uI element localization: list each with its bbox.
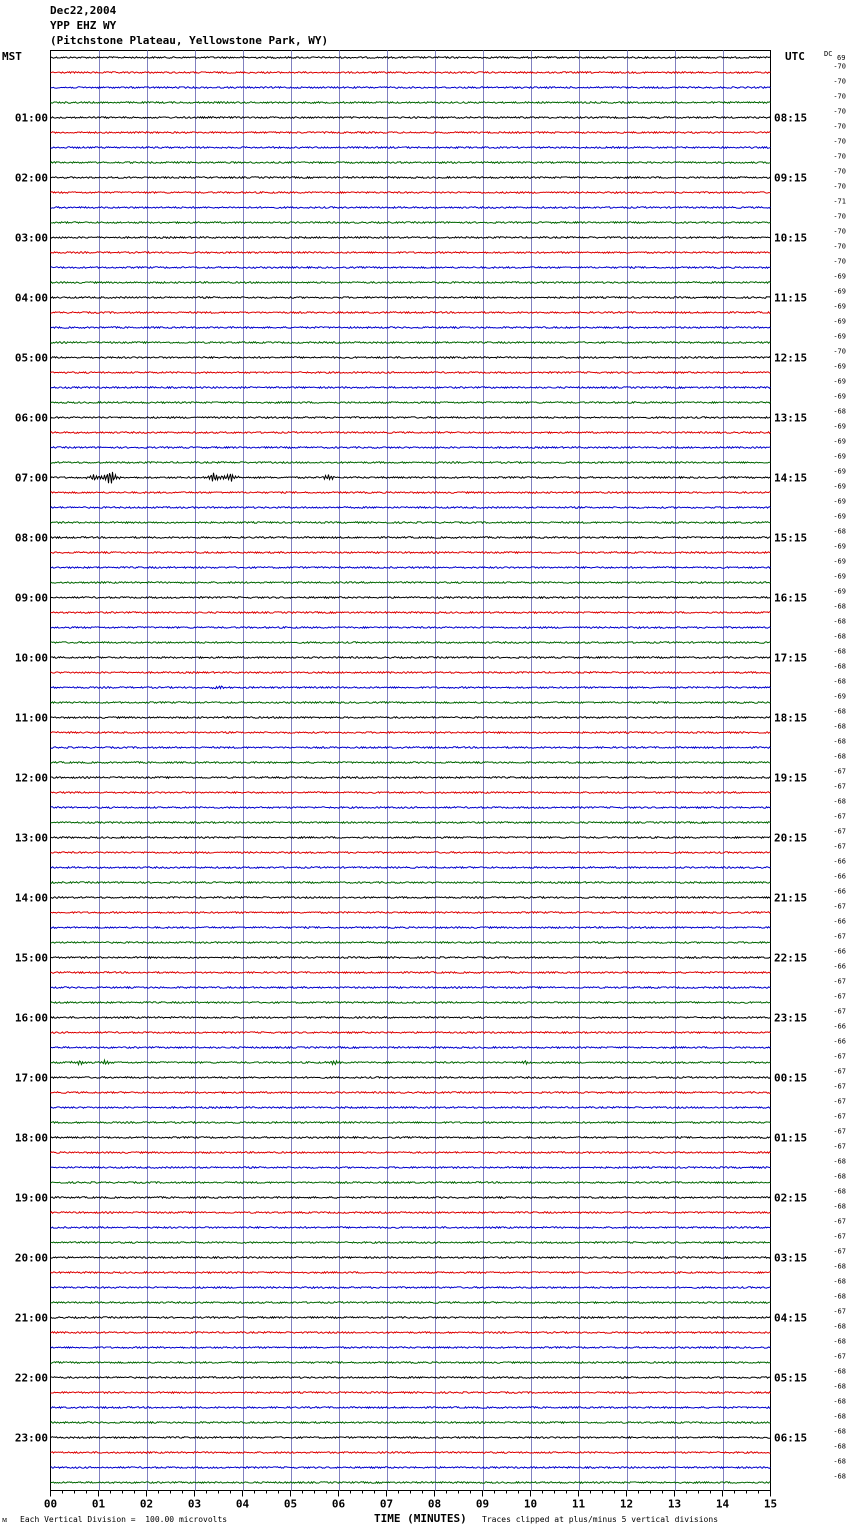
trace-row-26: [51, 447, 771, 449]
trace-row-83: [51, 1302, 771, 1304]
left-timezone-label: MST: [2, 50, 22, 63]
dc-offset-label: -67: [833, 1067, 846, 1076]
trace-row-34: [51, 567, 771, 569]
dc-offset-label: -68: [833, 1427, 846, 1436]
trace-row-52: [51, 837, 771, 839]
x-axis: [44, 1491, 777, 1511]
right-hour-label: 04:15: [774, 1311, 808, 1325]
x-tick-label-12: 12: [619, 1497, 634, 1511]
trace-row-7: [51, 162, 771, 164]
trace-row-20: [51, 357, 771, 359]
dc-offset-label: -69: [833, 542, 846, 551]
trace-row-50: [51, 807, 771, 809]
trace-row-30: [51, 507, 771, 509]
trace-row-57: [51, 912, 771, 914]
trace-row-42: [51, 686, 771, 689]
left-hour-label: 14:00: [14, 891, 48, 905]
left-hour-label: 07:00: [14, 471, 48, 485]
x-tick-label-05: 05: [283, 1497, 298, 1511]
trace-row-29: [51, 492, 771, 494]
trace-row-1: [51, 72, 771, 74]
trace-row-19: [51, 342, 771, 344]
dc-offset-label: -68: [833, 662, 846, 671]
trace-row-54: [51, 867, 771, 869]
dc-offset-label: -67: [833, 902, 846, 911]
dc-offset-label: -69: [833, 482, 846, 491]
right-hour-label: 01:15: [774, 1131, 808, 1145]
dc-offset-label: -67: [833, 1217, 846, 1226]
trace-row-58: [51, 927, 771, 929]
dc-offset-label: -68: [833, 1187, 846, 1196]
trace-row-56: [51, 897, 771, 899]
dc-offset-label: -69: [833, 287, 846, 296]
right-hour-label: 19:15: [774, 771, 808, 785]
dc-offset-label: -69: [833, 512, 846, 521]
x-tick-label-10: 10: [523, 1497, 538, 1511]
trace-row-15: [51, 282, 771, 284]
dc-offset-label: -70: [833, 92, 846, 101]
trace-row-92: [51, 1437, 771, 1439]
dc-offset-label: -69: [833, 587, 846, 596]
dc-offset-label: -67: [833, 1112, 846, 1121]
dc-offset-label: -66: [833, 962, 846, 971]
dc-offset-label: -68: [833, 632, 846, 641]
dc-offset-label: -69: [833, 692, 846, 701]
dc-offset-label: -66: [833, 947, 846, 956]
dc-offset-label: -68: [833, 1292, 846, 1301]
dc-offset-label: -69: [833, 467, 846, 476]
trace-row-87: [51, 1362, 771, 1364]
dc-offset-label: -66: [833, 857, 846, 866]
dc-offset-label: -67: [833, 1247, 846, 1256]
left-hour-label: 09:00: [14, 591, 48, 605]
dc-offset-label: -67: [833, 1127, 846, 1136]
dc-offset-label: -69: [833, 572, 846, 581]
x-tick-label-03: 03: [187, 1497, 202, 1511]
dc-offset-label: -67: [833, 1082, 846, 1091]
dc-offset-label: -68: [833, 1472, 846, 1481]
trace-row-14: [51, 267, 771, 269]
left-hour-label: 04:00: [14, 291, 48, 305]
trace-row-0: [51, 57, 771, 59]
dc-offset-label: -68: [833, 1442, 846, 1451]
dc-offset-label: -69: [833, 557, 846, 566]
dc-offset-label: -69: [833, 272, 846, 281]
dc-offset-label: -69: [833, 422, 846, 431]
dc-offset-label: -69: [833, 437, 846, 446]
dc-offset-label: -68: [833, 677, 846, 686]
trace-row-69: [51, 1092, 771, 1094]
dc-offset-label: -69: [833, 497, 846, 506]
right-hour-label: 23:15: [774, 1011, 808, 1025]
station-label: YPP EHZ WY: [50, 19, 117, 32]
dc-offset-label: -69: [833, 377, 846, 386]
trace-row-49: [51, 792, 771, 794]
right-hour-label: 00:15: [774, 1071, 808, 1085]
plot-frame: [51, 51, 771, 1491]
left-hour-label: 20:00: [14, 1251, 48, 1265]
dc-offset-label: -70: [833, 242, 846, 251]
dc-offset-label: -67: [833, 1142, 846, 1151]
trace-row-89: [51, 1392, 771, 1394]
trace-row-44: [51, 717, 771, 719]
trace-row-66: [51, 1047, 771, 1049]
dc-offset-label: -70: [833, 62, 846, 71]
trace-row-37: [51, 612, 771, 614]
dc-offset-label: -67: [833, 1232, 846, 1241]
trace-row-33: [51, 552, 771, 554]
dc-offset-label: -68: [833, 1367, 846, 1376]
dc-offset-label: -67: [833, 782, 846, 791]
trace-row-28: [51, 472, 771, 483]
dc-offset-label: -68: [833, 1277, 846, 1286]
trace-row-85: [51, 1332, 771, 1334]
trace-row-93: [51, 1452, 771, 1454]
trace-row-17: [51, 312, 771, 314]
left-hour-label: 21:00: [14, 1311, 48, 1325]
trace-row-63: [51, 1002, 771, 1004]
trace-row-8: [51, 177, 771, 179]
x-tick-label-02: 02: [139, 1497, 154, 1511]
trace-row-95: [51, 1482, 771, 1484]
trace-row-59: [51, 942, 771, 944]
trace-row-32: [51, 537, 771, 539]
left-hour-label: 11:00: [14, 711, 48, 725]
trace-row-71: [51, 1122, 771, 1124]
dc-offset-label: -66: [833, 1022, 846, 1031]
dc-offset-label: -69: [833, 392, 846, 401]
trace-row-70: [51, 1107, 771, 1109]
x-tick-label-13: 13: [667, 1497, 682, 1511]
trace-row-9: [51, 192, 771, 194]
x-tick-label-09: 09: [475, 1497, 490, 1511]
right-hour-label: 02:15: [774, 1191, 808, 1205]
dc-offset-label: -70: [833, 257, 846, 266]
dc-offset-label: -67: [833, 812, 846, 821]
dc-offset-label: -68: [833, 707, 846, 716]
trace-row-80: [51, 1257, 771, 1259]
dc-offset-label: -68: [833, 527, 846, 536]
dc-offset-label: -70: [833, 77, 846, 86]
trace-row-53: [51, 852, 771, 854]
left-hour-label: 05:00: [14, 351, 48, 365]
dc-offset-label: -70: [833, 227, 846, 236]
right-hour-label: 13:15: [774, 411, 808, 425]
dc-first-value: 69: [837, 54, 846, 62]
trace-row-94: [51, 1467, 771, 1469]
dc-offset-label: -68: [833, 1382, 846, 1391]
left-hour-label: 22:00: [14, 1371, 48, 1385]
left-hour-label: 06:00: [14, 411, 48, 425]
trace-row-36: [51, 597, 771, 599]
left-hour-label: 10:00: [14, 651, 48, 665]
trace-row-22: [51, 387, 771, 389]
right-hour-label: 05:15: [774, 1371, 808, 1385]
trace-row-81: [51, 1272, 771, 1274]
right-hour-label: 09:15: [774, 171, 808, 185]
right-hour-label: 21:15: [774, 891, 808, 905]
trace-row-13: [51, 252, 771, 254]
trace-row-62: [51, 987, 771, 989]
dc-offset-label: -69: [833, 302, 846, 311]
right-timezone-label: UTC: [785, 50, 805, 63]
trace-row-46: [51, 747, 771, 749]
dc-header: DC: [824, 50, 833, 58]
x-tick-label-04: 04: [235, 1497, 250, 1511]
scale-icon: ᴍ: [2, 1515, 8, 1524]
x-tick-label-06: 06: [331, 1497, 346, 1511]
dc-offset-label: -68: [833, 1157, 846, 1166]
dc-offset-label: -68: [833, 1262, 846, 1271]
left-hour-label: 23:00: [14, 1431, 48, 1445]
trace-row-91: [51, 1422, 771, 1424]
x-tick-label-14: 14: [715, 1497, 730, 1511]
dc-offset-label: -68: [833, 737, 846, 746]
right-hour-label: 03:15: [774, 1251, 808, 1265]
trace-row-39: [51, 642, 771, 644]
left-hour-label: 08:00: [14, 531, 48, 545]
dc-offset-label: -66: [833, 1037, 846, 1046]
right-hour-label: 11:15: [774, 291, 808, 305]
dc-offset-label: -70: [833, 212, 846, 221]
trace-row-84: [51, 1317, 771, 1319]
trace-row-25: [51, 432, 771, 434]
dc-offset-label: -68: [833, 617, 846, 626]
right-hour-label: 16:15: [774, 591, 808, 605]
dc-offset-label: -68: [833, 722, 846, 731]
dc-offset-label: -67: [833, 1052, 846, 1061]
trace-row-11: [51, 222, 771, 224]
right-hour-label: 18:15: [774, 711, 808, 725]
dc-offset-label: -68: [833, 1397, 846, 1406]
dc-offset-label: -66: [833, 887, 846, 896]
trace-row-48: [51, 777, 771, 779]
trace-row-86: [51, 1347, 771, 1349]
dc-offset-label: -70: [833, 167, 846, 176]
trace-row-23: [51, 402, 771, 404]
trace-row-76: [51, 1197, 771, 1199]
dc-offset-label: -67: [833, 1097, 846, 1106]
trace-row-6: [51, 147, 771, 149]
trace-row-41: [51, 672, 771, 674]
dc-offset-label: -67: [833, 1007, 846, 1016]
left-time-labels: [15, 112, 48, 1445]
trace-row-55: [51, 882, 771, 884]
trace-row-75: [51, 1182, 771, 1184]
right-hour-label: 22:15: [774, 951, 808, 965]
trace-row-61: [51, 972, 771, 974]
trace-row-67: [51, 1060, 771, 1064]
trace-row-43: [51, 702, 771, 704]
x-tick-label-11: 11: [571, 1497, 586, 1511]
trace-row-2: [51, 87, 771, 89]
location-label: (Pitchstone Plateau, Yellowstone Park, WY): [50, 34, 329, 47]
right-hour-label: 14:15: [774, 471, 808, 485]
left-hour-label: 03:00: [14, 231, 48, 245]
right-hour-label: 15:15: [774, 531, 808, 545]
trace-row-68: [51, 1077, 771, 1079]
dc-offset-label: -67: [833, 932, 846, 941]
trace-row-24: [51, 417, 771, 419]
trace-row-5: [51, 132, 771, 134]
dc-offset-label: -67: [833, 767, 846, 776]
date-label: Dec22,2004: [50, 4, 117, 17]
trace-row-27: [51, 462, 771, 464]
trace-row-51: [51, 822, 771, 824]
dc-offset-label: -68: [833, 647, 846, 656]
scale-note: Each Vertical Division = 100.00 microvolts: [20, 1515, 228, 1524]
trace-row-77: [51, 1212, 771, 1214]
dc-offset-label: -67: [833, 977, 846, 986]
right-hour-label: 12:15: [774, 351, 808, 365]
dc-offset-label: -67: [833, 1352, 846, 1361]
dc-offset-label: -70: [833, 347, 846, 356]
dc-offset-labels: [824, 50, 846, 1481]
trace-row-3: [51, 102, 771, 104]
trace-row-82: [51, 1287, 771, 1289]
dc-offset-label: -70: [833, 182, 846, 191]
left-hour-label: 01:00: [14, 111, 48, 125]
x-tick-label-07: 07: [379, 1497, 394, 1511]
dc-offset-label: -70: [833, 152, 846, 161]
left-hour-label: 19:00: [14, 1191, 48, 1205]
dc-offset-label: -68: [833, 1202, 846, 1211]
trace-row-65: [51, 1032, 771, 1034]
dc-offset-label: -68: [833, 797, 846, 806]
trace-row-12: [51, 237, 771, 239]
right-hour-label: 10:15: [774, 231, 808, 245]
dc-offset-label: -69: [833, 362, 846, 371]
right-hour-label: 17:15: [774, 651, 808, 665]
x-tick-label-15: 15: [763, 1497, 778, 1511]
trace-row-60: [51, 957, 771, 959]
trace-row-18: [51, 327, 771, 329]
trace-row-35: [51, 582, 771, 584]
trace-group: [51, 57, 771, 1484]
left-hour-label: 15:00: [14, 951, 48, 965]
dc-offset-label: -69: [833, 452, 846, 461]
dc-offset-label: -69: [833, 332, 846, 341]
dc-offset-label: -68: [833, 1412, 846, 1421]
left-hour-label: 17:00: [14, 1071, 48, 1085]
dc-offset-label: -68: [833, 1457, 846, 1466]
dc-offset-label: -68: [833, 1322, 846, 1331]
dc-offset-label: -68: [833, 1172, 846, 1181]
dc-offset-label: -70: [833, 122, 846, 131]
trace-row-78: [51, 1227, 771, 1229]
left-hour-label: 12:00: [14, 771, 48, 785]
trace-row-40: [51, 657, 771, 659]
left-hour-label: 16:00: [14, 1011, 48, 1025]
trace-row-10: [51, 207, 771, 209]
left-hour-label: 02:00: [14, 171, 48, 185]
dc-offset-label: -68: [833, 1337, 846, 1346]
dc-offset-label: -68: [833, 602, 846, 611]
dc-offset-label: -67: [833, 992, 846, 1001]
dc-offset-label: -69: [833, 317, 846, 326]
dc-offset-label: -67: [833, 842, 846, 851]
trace-row-73: [51, 1152, 771, 1154]
clip-note: Traces clipped at plus/minus 5 vertical divisions: [482, 1515, 719, 1524]
right-time-labels: [774, 112, 807, 1445]
dc-offset-label: -67: [833, 1307, 846, 1316]
left-hour-label: 13:00: [14, 831, 48, 845]
trace-row-4: [51, 117, 771, 119]
dc-offset-label: -71: [833, 197, 846, 206]
left-hour-label: 18:00: [14, 1131, 48, 1145]
trace-row-79: [51, 1242, 771, 1244]
dc-offset-label: -68: [833, 407, 846, 416]
dc-offset-label: -67: [833, 827, 846, 836]
right-hour-label: 06:15: [774, 1431, 808, 1445]
trace-row-90: [51, 1407, 771, 1409]
right-hour-label: 08:15: [774, 111, 808, 125]
trace-row-72: [51, 1137, 771, 1139]
trace-row-31: [51, 522, 771, 524]
trace-row-16: [51, 297, 771, 299]
trace-row-74: [51, 1167, 771, 1169]
trace-row-47: [51, 762, 771, 764]
trace-row-64: [51, 1017, 771, 1019]
trace-row-88: [51, 1377, 771, 1379]
dc-offset-label: -70: [833, 137, 846, 146]
dc-offset-label: -66: [833, 917, 846, 926]
x-tick-label-01: 01: [91, 1497, 106, 1511]
x-tick-label-08: 08: [427, 1497, 442, 1511]
x-tick-label-00: 00: [43, 1497, 58, 1511]
trace-row-21: [51, 372, 771, 374]
trace-row-38: [51, 627, 771, 629]
x-axis-title: TIME (MINUTES): [374, 1512, 467, 1525]
trace-row-45: [51, 732, 771, 734]
dc-offset-label: -68: [833, 752, 846, 761]
right-hour-label: 20:15: [774, 831, 808, 845]
dc-offset-label: -66: [833, 872, 846, 881]
dc-offset-label: -70: [833, 107, 846, 116]
